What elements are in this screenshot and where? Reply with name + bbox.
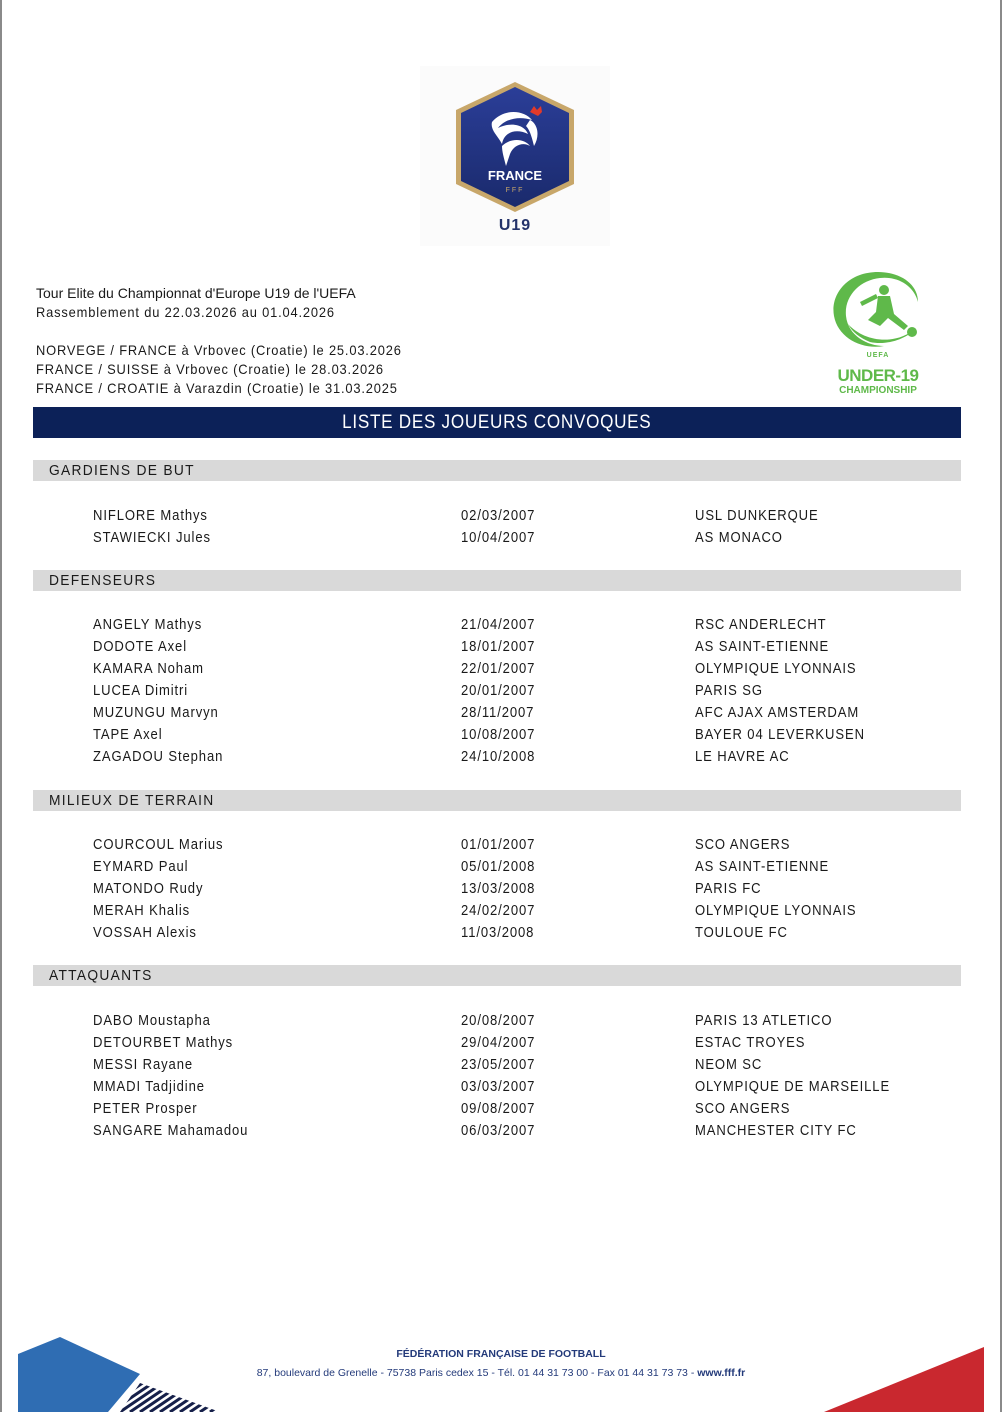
player-row (0, 527, 1002, 549)
player-row (0, 1076, 1002, 1098)
list-title: LISTE DES JOUEURS CONVOQUES (342, 412, 652, 433)
match-line: FRANCE / CROATIE à Varazdin (Croatie) le 31.03.2025 (36, 380, 398, 396)
player-row (0, 746, 1002, 768)
fff-u19-logo (420, 66, 610, 246)
player-row (0, 922, 1002, 944)
player-row (0, 856, 1002, 878)
player-name: KAMARA Noham (93, 661, 204, 677)
player-dob: 18/01/2007 (461, 639, 536, 655)
player-club: AS SAINT-ETIENNE (695, 859, 830, 875)
player-name: DODOTE Axel (93, 639, 188, 655)
player-dob: 20/01/2007 (461, 683, 536, 699)
player-name: MERAH Khalis (93, 903, 191, 919)
player-dob: 24/10/2008 (461, 749, 536, 765)
player-dob: 28/11/2007 (461, 705, 535, 721)
player-dob: 01/01/2007 (461, 837, 536, 853)
player-name: MATONDO Rudy (93, 881, 204, 897)
player-name: COURCOUL Marius (93, 837, 224, 853)
federation-address (0, 1367, 1002, 1379)
player-club: AS SAINT-ETIENNE (695, 639, 830, 655)
section-header-defenders (33, 570, 961, 591)
website-link[interactable]: www.fff.fr (697, 1367, 746, 1379)
player-club: PARIS 13 ATLETICO (695, 1013, 833, 1029)
player-club: NEOM SC (695, 1057, 763, 1073)
competition-name: Tour Elite du Championnat d'Europe U19 de l'UEFA (36, 285, 356, 301)
player-row (0, 1098, 1002, 1120)
player-club: MANCHESTER CITY FC (695, 1123, 857, 1139)
section-label: GARDIENS DE BUT (49, 462, 195, 479)
player-row (0, 702, 1002, 724)
uefa-label: UEFA (866, 352, 890, 359)
player-club: ESTAC TROYES (695, 1035, 806, 1051)
uefa-u19-logo (818, 268, 938, 400)
section-label: MILIEUX DE TERRAIN (49, 792, 215, 809)
player-row (0, 680, 1002, 702)
player-dob: 20/08/2007 (461, 1013, 536, 1029)
player-dob: 13/03/2008 (461, 881, 536, 897)
section-header-midfielders (33, 790, 961, 811)
player-dob: 24/02/2007 (461, 903, 536, 919)
player-name: LUCEA Dimitri (93, 683, 189, 699)
player-club: OLYMPIQUE LYONNAIS (695, 903, 857, 919)
gathering-dates: Rassemblement du 22.03.2026 au 01.04.2026 (36, 304, 335, 320)
player-name: EYMARD Paul (93, 859, 189, 875)
uefa-championship-label: CHAMPIONSHIP (839, 385, 917, 396)
player-row (0, 834, 1002, 856)
player-dob: 05/01/2008 (461, 859, 536, 875)
player-name: VOSSAH Alexis (93, 925, 197, 941)
player-club: AFC AJAX AMSTERDAM (695, 705, 860, 721)
section-label: DEFENSEURS (49, 572, 157, 589)
player-row (0, 1120, 1002, 1142)
player-name: MMADI Tadjidine (93, 1079, 205, 1095)
player-club: TOULOUE FC (695, 925, 788, 941)
player-dob: 29/04/2007 (461, 1035, 536, 1051)
player-row (0, 900, 1002, 922)
player-dob: 21/04/2007 (461, 617, 536, 633)
player-dob: 06/03/2007 (461, 1123, 536, 1139)
section-header-goalkeepers (33, 460, 961, 481)
player-name: PETER Prosper (93, 1101, 198, 1117)
player-row (0, 614, 1002, 636)
player-club: PARIS SG (695, 683, 763, 699)
player-name: TAPE Axel (93, 727, 163, 743)
player-club: SCO ANGERS (695, 1101, 791, 1117)
player-name: DETOURBET Mathys (93, 1035, 234, 1051)
player-name: ANGELY Mathys (93, 617, 203, 633)
federation-name: FÉDÉRATION FRANÇAISE DE FOOTBALL (396, 1348, 606, 1360)
player-dob: 03/03/2007 (461, 1079, 536, 1095)
fff-crest-icon (454, 80, 576, 214)
player-row (0, 636, 1002, 658)
page-footer (0, 1330, 1002, 1412)
player-club: AS MONACO (695, 530, 783, 546)
player-club: BAYER 04 LEVERKUSEN (695, 727, 865, 743)
player-club: RSC ANDERLECHT (695, 617, 827, 633)
player-name: MESSI Rayane (93, 1057, 194, 1073)
player-dob: 10/08/2007 (461, 727, 536, 743)
player-row (0, 878, 1002, 900)
uefa-player-emblem-icon (818, 268, 938, 352)
address-text: 87, boulevard de Grenelle - 75738 Paris cedex 15 - Tél. 01 44 31 73 00 - Fax 01 44 31 73 73 - (256, 1367, 698, 1379)
crest-wordmark: FRANCE (487, 168, 543, 183)
player-name: MUZUNGU Marvyn (93, 705, 219, 721)
player-dob: 22/01/2007 (461, 661, 536, 677)
player-name: NIFLORE Mathys (93, 508, 208, 524)
event-info (36, 284, 433, 398)
player-row (0, 1054, 1002, 1076)
player-name: ZAGADOU Stephan (93, 749, 224, 765)
player-row (0, 505, 1002, 527)
uefa-under19-label: UNDER-19 (837, 366, 919, 385)
player-dob: 09/08/2007 (461, 1101, 536, 1117)
player-dob: 02/03/2007 (461, 508, 536, 524)
player-row (0, 1032, 1002, 1054)
player-club: USL DUNKERQUE (695, 508, 819, 524)
player-club: OLYMPIQUE LYONNAIS (695, 661, 857, 677)
team-label: U19 (498, 217, 532, 234)
player-name: DABO Moustapha (93, 1013, 211, 1029)
section-label: ATTAQUANTS (49, 967, 153, 984)
player-row (0, 724, 1002, 746)
player-row (0, 658, 1002, 680)
player-dob: 11/03/2008 (461, 925, 535, 941)
player-dob: 23/05/2007 (461, 1057, 536, 1073)
list-title-bar (33, 407, 961, 438)
section-header-forwards (33, 965, 961, 986)
player-club: OLYMPIQUE DE MARSEILLE (695, 1079, 891, 1095)
player-club: SCO ANGERS (695, 837, 791, 853)
player-club: LE HAVRE AC (695, 749, 790, 765)
player-club: PARIS FC (695, 881, 762, 897)
player-dob: 10/04/2007 (461, 530, 536, 546)
player-name: SANGARE Mahamadou (93, 1123, 249, 1139)
match-line: NORVEGE / FRANCE à Vrbovec (Croatie) le 25.03.2026 (36, 342, 402, 358)
player-name: STAWIECKI Jules (93, 530, 211, 546)
crest-fff: FFF (505, 187, 525, 194)
match-line: FRANCE / SUISSE à Vrbovec (Croatie) le 28.03.2026 (36, 361, 384, 377)
player-row (0, 1010, 1002, 1032)
